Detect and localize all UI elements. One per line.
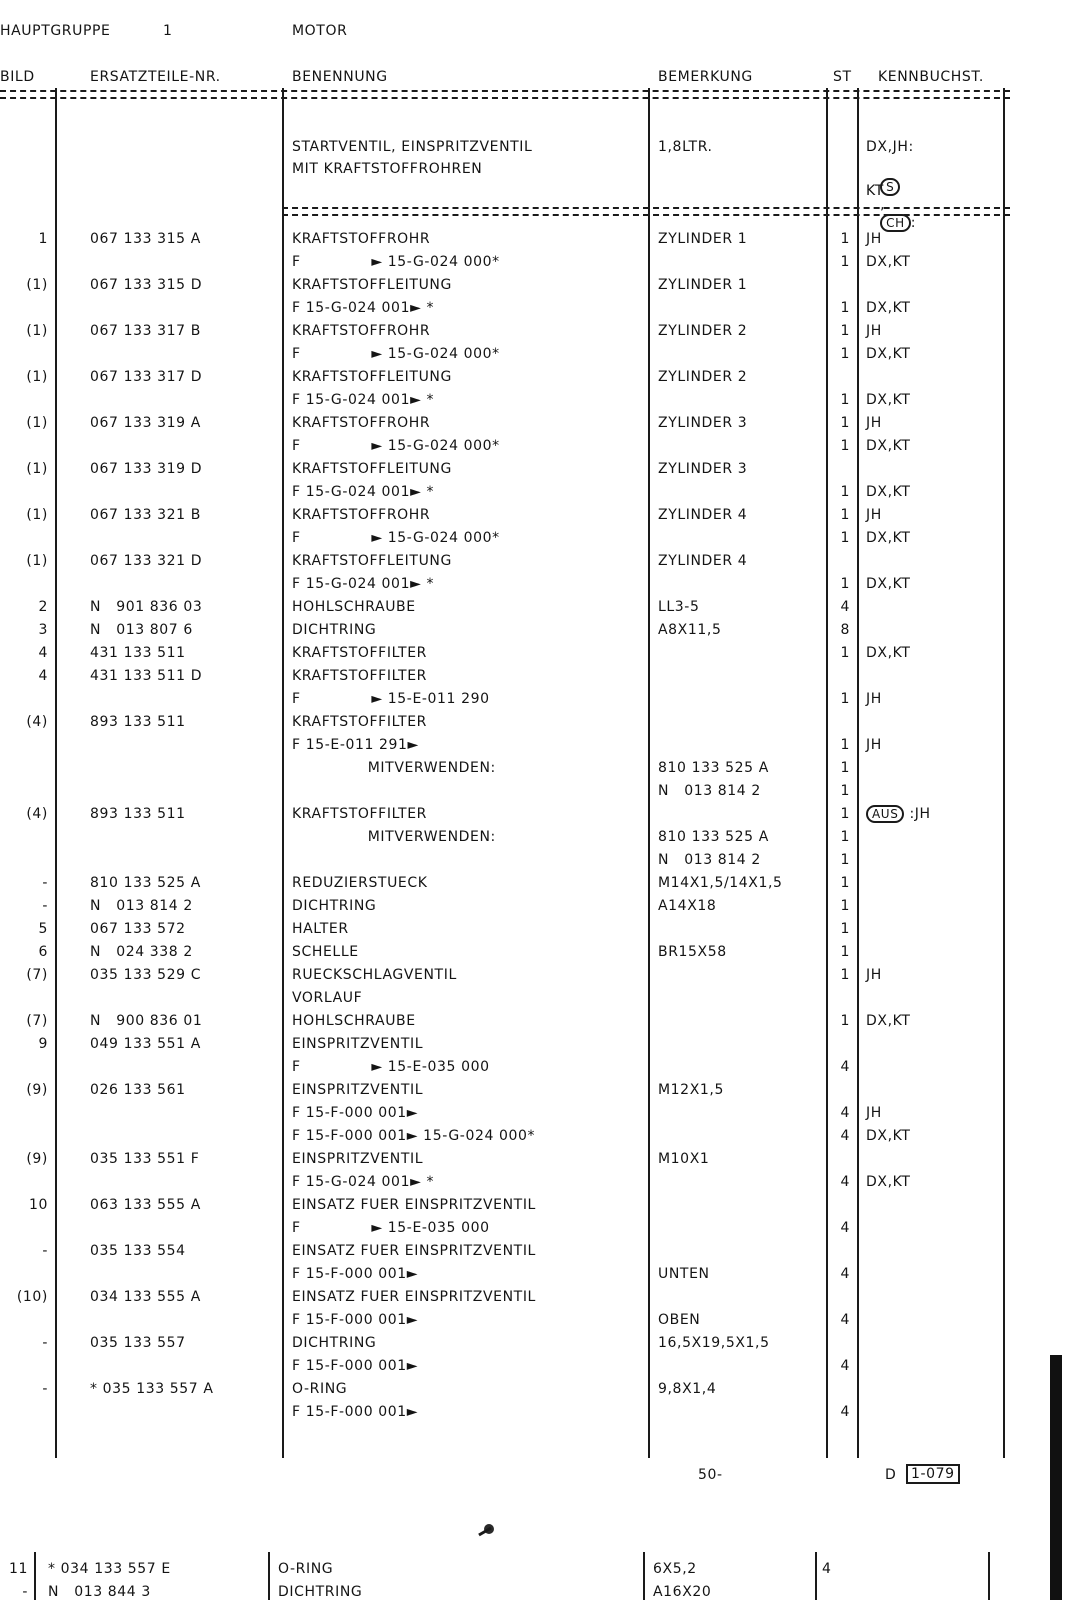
cell-bild: (7) — [26, 1013, 48, 1029]
cell-bem: ZYLINDER 4 — [658, 553, 748, 569]
cell-ben: KRAFTSTOFFLEITUNG — [292, 553, 452, 569]
cell-st: 1 — [840, 231, 850, 247]
cell-st: 4 — [840, 1358, 850, 1374]
cell-ben: KRAFTSTOFFILTER — [292, 714, 427, 730]
cell-ben: KRAFTSTOFFROHR — [292, 507, 431, 523]
cell-kenn: JH — [866, 1105, 882, 1121]
cell-st: 1 — [840, 645, 850, 661]
cell-nr: 067 133 317 B — [90, 323, 201, 339]
cell-bild: 5 — [38, 921, 48, 937]
cell-st: 1 — [840, 806, 850, 822]
cell-bem: ZYLINDER 3 — [658, 461, 748, 477]
cell-bem: M10X1 — [658, 1151, 710, 1167]
page-reference-box: 1-079 — [906, 1464, 960, 1484]
cell-ben: F ► 15-E-035 000 — [292, 1220, 490, 1236]
cell-st: 4 — [840, 1404, 850, 1420]
cell-ben: F 15-E-011 291► — [292, 737, 419, 753]
cell-bem: 810 133 525 A — [658, 829, 769, 845]
cell-bem: 9,8X1,4 — [658, 1381, 717, 1397]
cell-bem: ZYLINDER 4 — [658, 507, 748, 523]
cell-kenn: JH — [866, 967, 882, 983]
cell-nr: 035 133 557 — [90, 1335, 186, 1351]
intro-bemerkung: 1,8LTR. — [658, 139, 713, 155]
cell-kenn: JH — [866, 737, 882, 753]
cell-st: 1 — [840, 737, 850, 753]
cell-nr: * 034 133 557 E — [48, 1561, 171, 1577]
cell-ben: F ► 15-E-035 000 — [292, 1059, 490, 1075]
page-reference — [906, 1464, 960, 1484]
cell-bild: (1) — [26, 461, 48, 477]
cell-bild: (7) — [26, 967, 48, 983]
cell-kenn: JH — [866, 231, 882, 247]
cell-bild: - — [42, 1335, 48, 1351]
cell-bem: 6X5,2 — [653, 1561, 697, 1577]
cell-nr: 035 133 529 C — [90, 967, 202, 983]
cell-st: 1 — [840, 852, 850, 868]
cell-st: 4 — [840, 1059, 850, 1075]
cell-bild: (9) — [26, 1082, 48, 1098]
intro-kenn-line3: KT — [866, 183, 884, 199]
intro-separator — [282, 207, 1010, 216]
cell-nr: 067 133 315 D — [90, 277, 203, 293]
cell-bild: (4) — [26, 806, 48, 822]
cell-ben: EINSATZ FUER EINSPRITZVENTIL — [292, 1197, 536, 1213]
cell-bild: (1) — [26, 369, 48, 385]
cell-kenn: DX,KT — [866, 530, 911, 546]
cell-bild: - — [42, 875, 48, 891]
cell-ben: KRAFTSTOFFROHR — [292, 415, 431, 431]
cell-nr: 893 133 511 — [90, 714, 186, 730]
cell-nr: N 900 836 01 — [90, 1013, 203, 1029]
cell-bild: 6 — [38, 944, 48, 960]
cell-bild: 4 — [38, 645, 48, 661]
cell-ben: KRAFTSTOFFROHR — [292, 323, 431, 339]
badge-colon: : — [910, 215, 917, 231]
cell-kenn: JH — [866, 507, 882, 523]
column-divider — [643, 1552, 645, 1600]
cell-ben: SCHELLE — [292, 944, 359, 960]
cell-ben: DICHTRING — [278, 1584, 363, 1600]
cell-nr: 431 133 511 — [90, 645, 186, 661]
cell-nr: N 013 807 6 — [90, 622, 193, 638]
cell-st: 1 — [840, 346, 850, 362]
col-header-st: ST — [833, 69, 852, 85]
cell-bem: N 013 814 2 — [658, 852, 761, 868]
cell-kenn: DX,KT — [866, 438, 911, 454]
cell-ben: F ► 15-G-024 000* — [292, 530, 500, 546]
cell-bild: (1) — [26, 507, 48, 523]
scan-edge-bar — [1050, 1355, 1062, 1600]
column-divider — [55, 88, 57, 1458]
cell-ben: F 15-F-000 001► — [292, 1105, 419, 1121]
cell-st: 4 — [840, 1266, 850, 1282]
cell-kenn: JH — [866, 415, 882, 431]
cell-kenn: AUS :JH — [866, 805, 931, 823]
cell-st: 1 — [840, 300, 850, 316]
cell-bild: 11 — [8, 1561, 28, 1577]
cell-kenn: DX,KT — [866, 576, 911, 592]
column-divider — [648, 88, 650, 1458]
column-divider — [1003, 88, 1005, 1458]
cell-kenn: JH — [866, 323, 882, 339]
cell-ben: F 15-G-024 001► * — [292, 300, 435, 316]
cell-ben: VORLAUF — [292, 990, 363, 1006]
column-divider — [282, 88, 284, 1458]
cell-nr: 067 133 572 — [90, 921, 186, 937]
cell-ben: KRAFTSTOFFILTER — [292, 668, 427, 684]
cell-ben: KRAFTSTOFFILTER — [292, 645, 427, 661]
cell-kenn: DX,KT — [866, 645, 911, 661]
cell-ben: EINSPRITZVENTIL — [292, 1036, 424, 1052]
cell-nr: 049 133 551 A — [90, 1036, 201, 1052]
cell-bild: - — [22, 1584, 28, 1600]
intro-kenn-line1: DX,JH: — [866, 139, 914, 155]
column-divider — [34, 1552, 36, 1600]
cell-ben: EINSATZ FUER EINSPRITZVENTIL — [292, 1289, 536, 1305]
cell-bild: - — [42, 898, 48, 914]
cell-st: 1 — [840, 576, 850, 592]
column-divider — [268, 1552, 270, 1600]
cell-bem: UNTEN — [658, 1266, 710, 1282]
cell-nr: 026 133 561 — [90, 1082, 186, 1098]
hauptgruppe-label: HAUPTGRUPPE — [0, 23, 111, 39]
cell-ben: O-RING — [278, 1561, 334, 1577]
cell-bem: N 013 814 2 — [658, 783, 761, 799]
cell-ben: F ► 15-G-024 000* — [292, 438, 500, 454]
cell-ben: DICHTRING — [292, 622, 377, 638]
cell-bild: (1) — [26, 553, 48, 569]
cell-kenn: DX,KT — [866, 254, 911, 270]
cell-ben: HOHLSCHRAUBE — [292, 1013, 416, 1029]
badge-separator: , — [880, 197, 886, 213]
cell-st: 1 — [840, 323, 850, 339]
cell-st: 8 — [840, 622, 850, 638]
cell-bem: A16X20 — [653, 1584, 712, 1600]
cell-ben: F 15-F-000 001► — [292, 1266, 419, 1282]
cell-nr: 035 133 554 — [90, 1243, 186, 1259]
cell-nr: 063 133 555 A — [90, 1197, 201, 1213]
cell-st: 4 — [840, 599, 850, 615]
cell-ben: F 15-F-000 001► 15-G-024 000* — [292, 1128, 536, 1144]
cell-bem: M12X1,5 — [658, 1082, 724, 1098]
cell-st: 1 — [840, 783, 850, 799]
cell-ben: F 15-G-024 001► * — [292, 392, 435, 408]
cell-ben: HALTER — [292, 921, 349, 937]
cell-ben: KRAFTSTOFFILTER — [292, 806, 427, 822]
country-badge-s: S — [880, 178, 900, 196]
column-divider — [857, 88, 859, 1458]
cell-st: 1 — [840, 691, 850, 707]
cell-ben: F 15-F-000 001► — [292, 1358, 419, 1374]
cell-ben: MITVERWENDEN: — [292, 829, 496, 845]
cell-nr: 067 133 319 D — [90, 461, 203, 477]
cell-ben: DICHTRING — [292, 898, 377, 914]
cell-bem: 16,5X19,5X1,5 — [658, 1335, 770, 1351]
cell-ben: F ► 15-G-024 000* — [292, 346, 500, 362]
cell-st: 4 — [840, 1220, 850, 1236]
footer-d-label: D — [885, 1467, 897, 1483]
cell-bild: (4) — [26, 714, 48, 730]
cell-bem: LL3-5 — [658, 599, 700, 615]
cell-st: 4 — [822, 1561, 832, 1577]
cell-ben: F ► 15-E-011 290 — [292, 691, 490, 707]
cell-kenn: DX,KT — [866, 392, 911, 408]
cell-kenn: DX,KT — [866, 300, 911, 316]
cell-bem: A8X11,5 — [658, 622, 722, 638]
cell-st: 1 — [840, 484, 850, 500]
cell-nr: 035 133 551 F — [90, 1151, 200, 1167]
cell-bild: 9 — [38, 1036, 48, 1052]
cell-nr: N 901 836 03 — [90, 599, 203, 615]
cell-bem: M14X1,5/14X1,5 — [658, 875, 783, 891]
cell-ben: DICHTRING — [292, 1335, 377, 1351]
cell-bem: OBEN — [658, 1312, 701, 1328]
cell-st: 1 — [840, 392, 850, 408]
cell-bild: (10) — [16, 1289, 48, 1305]
cell-bem: A14X18 — [658, 898, 717, 914]
cell-bild: (1) — [26, 323, 48, 339]
cell-ben: EINSPRITZVENTIL — [292, 1151, 424, 1167]
cell-kenn: JH — [866, 691, 882, 707]
cell-bild: - — [42, 1381, 48, 1397]
cell-bild: (9) — [26, 1151, 48, 1167]
hauptgruppe-number: 1 — [163, 23, 173, 39]
cell-bem: ZYLINDER 3 — [658, 415, 748, 431]
cell-nr: 067 133 317 D — [90, 369, 203, 385]
cell-bild: 3 — [38, 622, 48, 638]
cell-st: 4 — [840, 1105, 850, 1121]
cell-nr: * 035 133 557 A — [90, 1381, 214, 1397]
cell-ben: F 15-G-024 001► * — [292, 1174, 435, 1190]
cell-st: 1 — [840, 944, 850, 960]
cell-bild: 10 — [28, 1197, 48, 1213]
cell-st: 1 — [840, 415, 850, 431]
cell-bild: 4 — [38, 668, 48, 684]
country-badge-ch: CH — [880, 214, 911, 232]
cell-ben: F 15-F-000 001► — [292, 1312, 419, 1328]
cell-bild: 2 — [38, 599, 48, 615]
col-header-benennung: BENENNUNG — [292, 69, 388, 85]
cell-nr: N 013 814 2 — [90, 898, 193, 914]
cell-nr: 034 133 555 A — [90, 1289, 201, 1305]
cell-ben: RUECKSCHLAGVENTIL — [292, 967, 457, 983]
cell-bem: 810 133 525 A — [658, 760, 769, 776]
cell-ben: KRAFTSTOFFLEITUNG — [292, 461, 452, 477]
cell-bem: ZYLINDER 1 — [658, 231, 748, 247]
cell-bem: ZYLINDER 2 — [658, 323, 748, 339]
col-header-kennbuchst: KENNBUCHST. — [878, 69, 984, 85]
cell-kenn: DX,KT — [866, 484, 911, 500]
cell-ben: REDUZIERSTUECK — [292, 875, 428, 891]
cell-ben: KRAFTSTOFFLEITUNG — [292, 369, 452, 385]
cell-st: 1 — [840, 829, 850, 845]
cell-ben: F 15-F-000 001► — [292, 1404, 419, 1420]
intro-benennung-line1: STARTVENTIL, EINSPRITZVENTIL — [292, 139, 533, 155]
intro-benennung-line2: MIT KRAFTSTOFFROHREN — [292, 161, 483, 177]
cell-st: 1 — [840, 898, 850, 914]
cell-st: 1 — [840, 438, 850, 454]
column-divider — [815, 1552, 817, 1600]
page-title: MOTOR — [292, 23, 348, 39]
cell-ben: MITVERWENDEN: — [292, 760, 496, 776]
cell-bild: (1) — [26, 277, 48, 293]
cell-ben: EINSPRITZVENTIL — [292, 1082, 424, 1098]
cell-ben: HOHLSCHRAUBE — [292, 599, 416, 615]
cell-kenn: DX,KT — [866, 1174, 911, 1190]
cell-ben: F ► 15-G-024 000* — [292, 254, 500, 270]
cell-st: 1 — [840, 1013, 850, 1029]
page-number: 50- — [698, 1467, 723, 1483]
cell-bem: ZYLINDER 2 — [658, 369, 748, 385]
cell-nr: 431 133 511 D — [90, 668, 203, 684]
col-header-ersatzteile: ERSATZTEILE-NR. — [90, 69, 221, 85]
cell-st: 1 — [840, 254, 850, 270]
cell-bild: - — [42, 1243, 48, 1259]
country-badge-aus: AUS — [866, 805, 904, 823]
column-divider — [988, 1552, 990, 1600]
cell-kenn: DX,KT — [866, 1128, 911, 1144]
col-header-bild: BILD — [0, 69, 35, 85]
cell-kenn: DX,KT — [866, 1013, 911, 1029]
cell-bild: (1) — [26, 415, 48, 431]
col-header-bemerkung: BEMERKUNG — [658, 69, 753, 85]
cell-bem: ZYLINDER 1 — [658, 277, 748, 293]
cell-bem: BR15X58 — [658, 944, 727, 960]
cell-st: 1 — [840, 507, 850, 523]
cell-ben: KRAFTSTOFFLEITUNG — [292, 277, 452, 293]
cell-ben: F 15-G-024 001► * — [292, 576, 435, 592]
cell-nr: N 013 844 3 — [48, 1584, 151, 1600]
cell-st: 1 — [840, 760, 850, 776]
cell-nr: 067 133 321 B — [90, 507, 201, 523]
cell-st: 1 — [840, 530, 850, 546]
cell-bild: 1 — [38, 231, 48, 247]
cell-nr: 067 133 321 D — [90, 553, 203, 569]
cell-kenn: DX,KT — [866, 346, 911, 362]
cell-ben: KRAFTSTOFFROHR — [292, 231, 431, 247]
cell-nr: 893 133 511 — [90, 806, 186, 822]
cell-st: 1 — [840, 967, 850, 983]
cell-nr: 810 133 525 A — [90, 875, 201, 891]
cell-ben: F 15-G-024 001► * — [292, 484, 435, 500]
cell-nr: 067 133 319 A — [90, 415, 201, 431]
cell-st: 1 — [840, 875, 850, 891]
cell-ben: EINSATZ FUER EINSPRITZVENTIL — [292, 1243, 536, 1259]
cell-nr: N 024 338 2 — [90, 944, 193, 960]
cell-st: 4 — [840, 1312, 850, 1328]
cell-ben: O-RING — [292, 1381, 348, 1397]
cell-st: 4 — [840, 1174, 850, 1190]
cell-st: 1 — [840, 921, 850, 937]
cell-nr: 067 133 315 A — [90, 231, 201, 247]
cell-st: 4 — [840, 1128, 850, 1144]
